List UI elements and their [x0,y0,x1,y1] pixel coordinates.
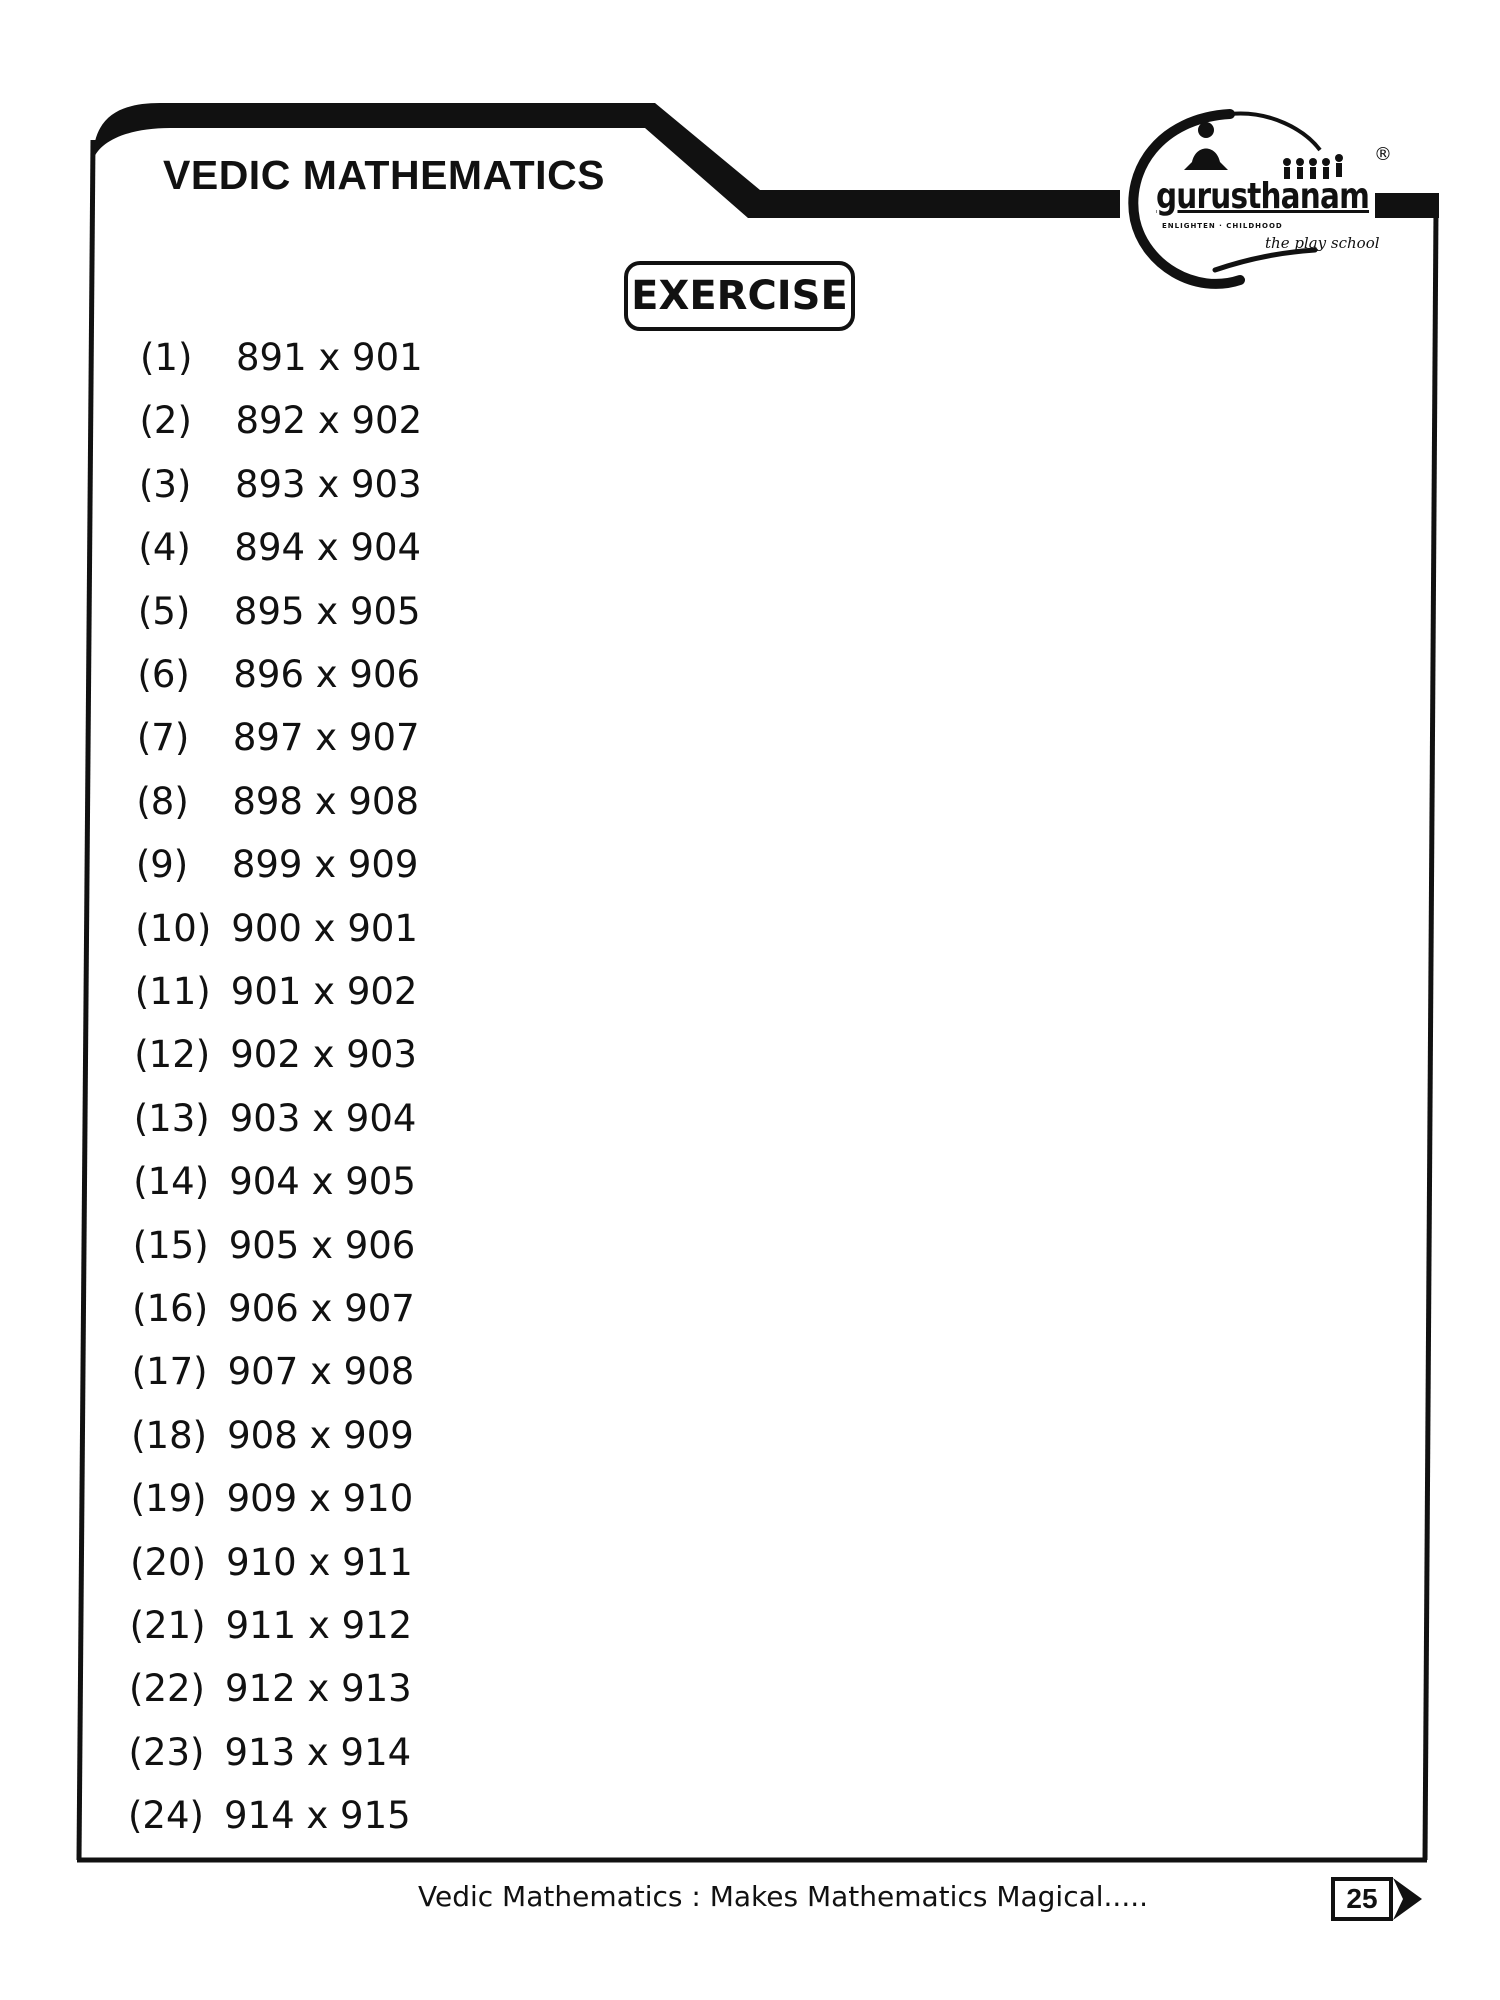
gurusthanam-logo [1120,100,1400,300]
problem-number: (9) [135,843,189,887]
exercise-problem-row [131,1477,414,1527]
problem-number: (14) [133,1160,210,1204]
problem-number: (18) [131,1413,208,1457]
problem-expression: 896 x 906 [233,653,421,696]
problem-number: (8) [136,779,189,823]
problem-number: (15) [132,1223,209,1267]
problem-number: (20) [130,1540,207,1584]
problem-expression: 891 x 901 [236,336,423,379]
exercise-problem-row [132,1350,415,1400]
exercise-problem-row [137,653,420,703]
problem-expression: 893 x 903 [234,462,422,506]
exercise-problem-row [136,780,419,830]
problem-number: (12) [134,1033,211,1077]
problem-number: (24) [128,1794,204,1838]
problem-expression: 904 x 905 [229,1160,416,1204]
exercise-problem-row [129,1731,412,1781]
exercise-problem-row [140,336,423,386]
exercise-problem-row [130,1541,413,1591]
problem-number: (4) [138,526,191,570]
problem-expression: 899 x 909 [231,843,419,887]
problem-expression: 895 x 905 [233,589,421,633]
problem-expression: 903 x 904 [229,1096,417,1140]
problem-expression: 898 x 908 [232,779,420,823]
problem-number: (11) [134,970,211,1013]
logo-subtitle: the play school [1265,234,1380,252]
problem-expression: 892 x 902 [235,399,423,443]
problem-expression: 900 x 901 [231,906,418,950]
problem-expression: 906 x 907 [228,1287,415,1330]
logo-tagline: ENLIGHTEN · CHILDHOOD [1162,222,1283,230]
problem-number: (22) [129,1667,205,1711]
exercise-heading: EXERCISE [624,261,855,331]
exercise-problem-row [130,1604,413,1654]
exercise-problem-row [134,1097,417,1147]
exercise-problem-row [138,526,421,576]
exercise-problem-row [134,1033,417,1083]
problem-number: (3) [138,462,192,506]
problem-number: (6) [137,653,190,696]
logo-name: gurusthanam [1156,176,1370,217]
problem-number: (2) [139,399,192,443]
exercise-problem-row [137,716,420,766]
exercise-problem-row [135,970,418,1020]
problem-expression: 914 x 915 [224,1794,411,1838]
problem-expression: 913 x 914 [224,1730,412,1774]
problem-number: (21) [129,1604,206,1647]
exercise-problem-row [136,843,419,893]
exercise-problem-row [129,1667,412,1717]
problem-expression: 909 x 910 [226,1477,414,1521]
problem-number: (17) [131,1350,208,1394]
exercise-problem-row [139,463,422,513]
exercise-problem-row [135,907,418,957]
problem-number: (5) [137,589,191,633]
exercise-problem-row [139,399,422,449]
problem-expression: 911 x 912 [225,1604,413,1647]
footer-tagline: Vedic Mathematics : Makes Mathematics Magical..... [418,1880,1149,1913]
exercise-problem-row [131,1414,414,1464]
registered-mark: ® [1374,144,1392,165]
exercise-problem-row [133,1224,416,1274]
problem-number: (16) [132,1287,209,1330]
problem-expression: 902 x 903 [230,1033,417,1077]
problem-number: (13) [133,1096,210,1140]
problem-number: (10) [135,906,212,950]
problem-expression: 907 x 908 [227,1350,415,1394]
problem-number: (19) [130,1477,207,1521]
exercise-problem-row [138,590,421,640]
problem-number: (1) [140,336,193,379]
problem-expression: 894 x 904 [234,526,422,570]
problem-expression: 905 x 906 [228,1223,416,1267]
exercise-problem-row [132,1287,415,1337]
exercise-problem-row [133,1160,416,1210]
problem-number: (7) [136,716,190,760]
page-number: 25 [1346,1883,1378,1914]
problem-expression: 912 x 913 [225,1667,412,1711]
header-title: VEDIC MATHEMATICS [163,152,606,198]
problem-expression: 908 x 909 [227,1413,414,1457]
exercise-problem-row [128,1794,411,1844]
problem-expression: 901 x 902 [230,970,418,1013]
problem-expression: 910 x 911 [226,1540,413,1584]
problem-number: (23) [128,1730,205,1774]
problem-expression: 897 x 907 [232,716,420,760]
